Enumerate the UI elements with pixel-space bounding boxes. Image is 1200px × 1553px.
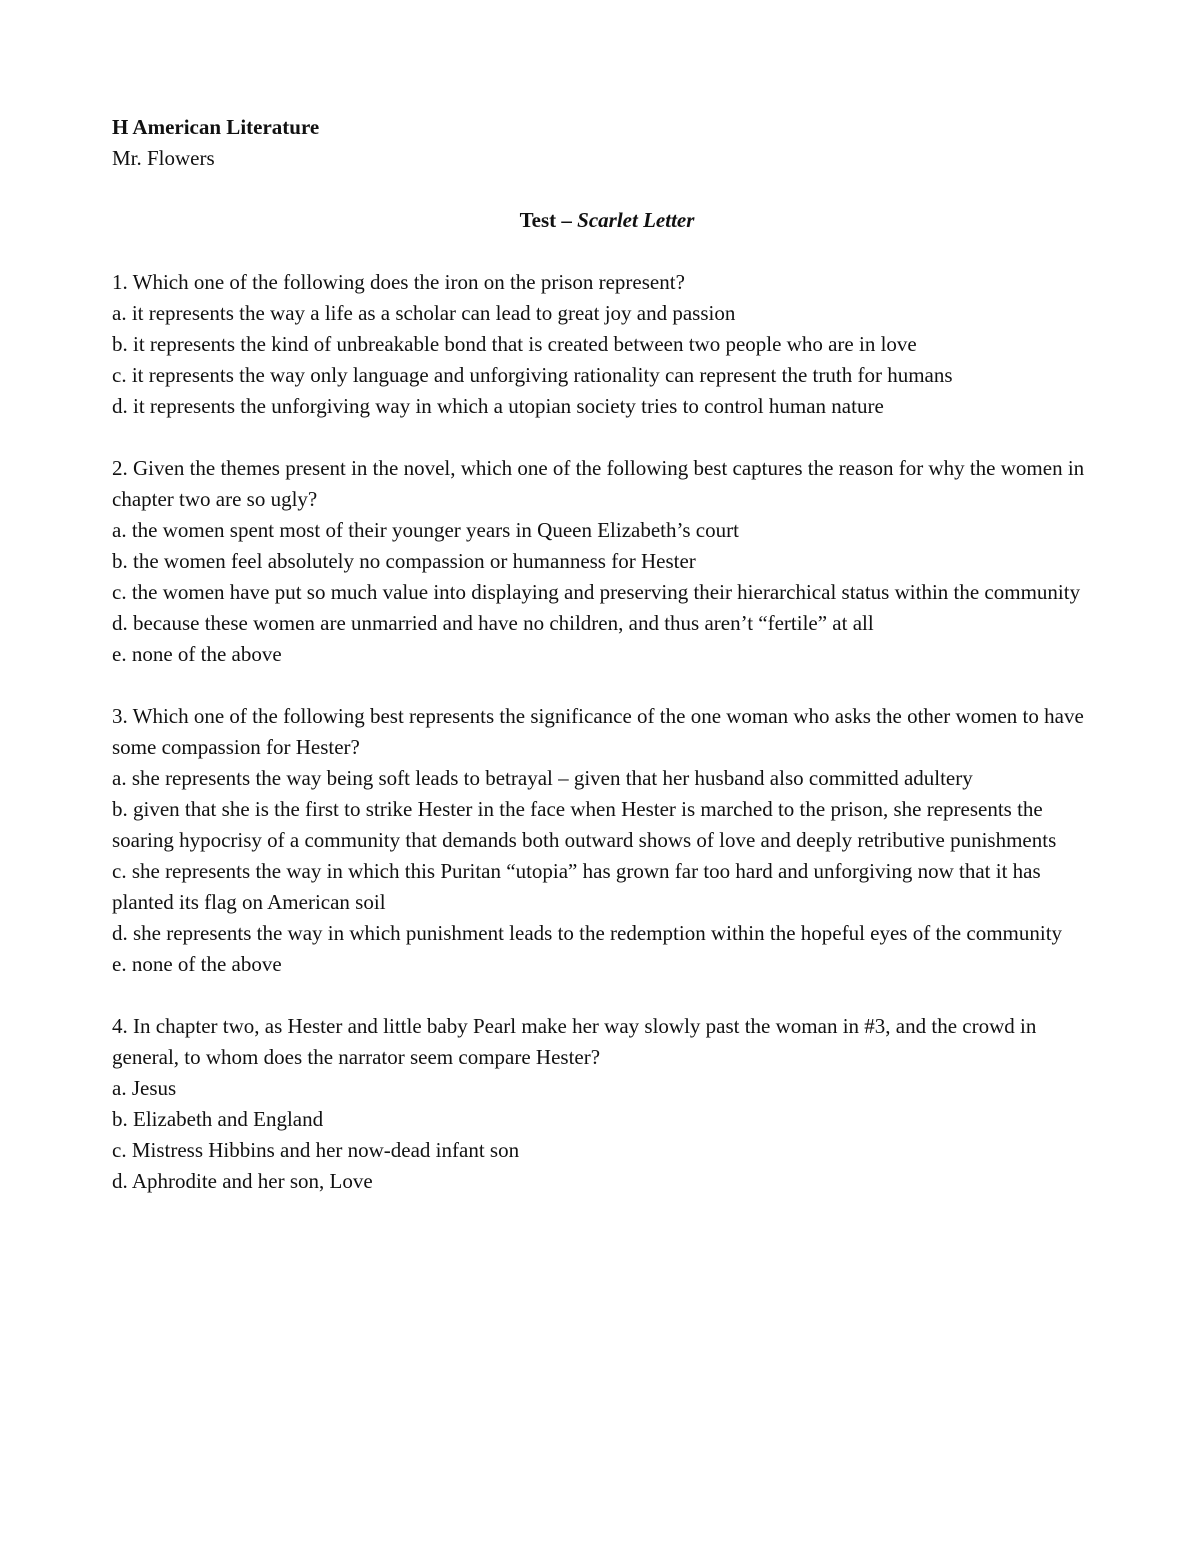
question-2	[112, 453, 1102, 670]
question-3	[112, 701, 1102, 980]
answer-option: a. Jesus	[112, 1076, 177, 1100]
answer-option: a. the women spent most of their younger years in Queen Elizabeth’s court	[112, 518, 739, 542]
question-prompt: 1. Which one of the following does the iron on the prison represent?	[112, 270, 685, 294]
answer-option: b. given that she is the first to strike Hester in the face when Hester is marched to the prison, she represents the soaring hypocrisy of a community that demands both outward shows of love and deeply retributive punishments	[112, 797, 1057, 852]
question-4	[112, 1011, 1102, 1197]
answer-option: c. she represents the way in which this Puritan “utopia” has grown far too hard and unforgiving now that it has planted its flag on American soil	[112, 859, 1041, 914]
answer-option: e. none of the above	[112, 952, 282, 976]
answer-option: c. the women have put so much value into displaying and preserving their hierarchical status within the community	[112, 580, 1081, 604]
answer-option: a. it represents the way a life as a scholar can lead to great joy and passion	[112, 301, 736, 325]
answer-option: d. she represents the way in which punishment leads to the redemption within the hopeful eyes of the community	[112, 921, 1063, 945]
teacher-name: Mr. Flowers	[112, 146, 215, 170]
answer-option: c. it represents the way only language and unforgiving rationality can represent the truth for humans	[112, 363, 953, 387]
course-title: H American Literature	[112, 115, 320, 139]
answer-option: d. Aphrodite and her son, Love	[112, 1169, 373, 1193]
test-title	[112, 205, 1102, 236]
test-title-work: Scarlet Letter	[577, 208, 695, 232]
answer-option: e. none of the above	[112, 642, 282, 666]
answer-option: d. because these women are unmarried and have no children, and thus aren’t “fertile” at all	[112, 611, 874, 635]
question-prompt: 2. Given the themes present in the novel, which one of the following best captures the reason for why the women in chapter two are so ugly?	[112, 456, 1085, 511]
question-prompt: 4. In chapter two, as Hester and little baby Pearl make her way slowly past the woman in #3, and the crowd in general, to whom does the narrator seem compare Hester?	[112, 1014, 1037, 1069]
answer-option: b. it represents the kind of unbreakable bond that is created between two people who are in love	[112, 332, 917, 356]
question-prompt: 3. Which one of the following best represents the significance of the one woman who asks the other women to have some compassion for Hester?	[112, 704, 1084, 759]
answer-option: b. the women feel absolutely no compassion or humanness for Hester	[112, 549, 696, 573]
answer-option: d. it represents the unforgiving way in which a utopian society tries to control human nature	[112, 394, 884, 418]
test-title-prefix: Test –	[519, 208, 578, 232]
answer-option: b. Elizabeth and England	[112, 1107, 324, 1131]
question-1	[112, 267, 1102, 422]
answer-option: a. she represents the way being soft leads to betrayal – given that her husband also committed adultery	[112, 766, 973, 790]
document-page	[112, 112, 1102, 1228]
answer-option: c. Mistress Hibbins and her now-dead infant son	[112, 1138, 520, 1162]
